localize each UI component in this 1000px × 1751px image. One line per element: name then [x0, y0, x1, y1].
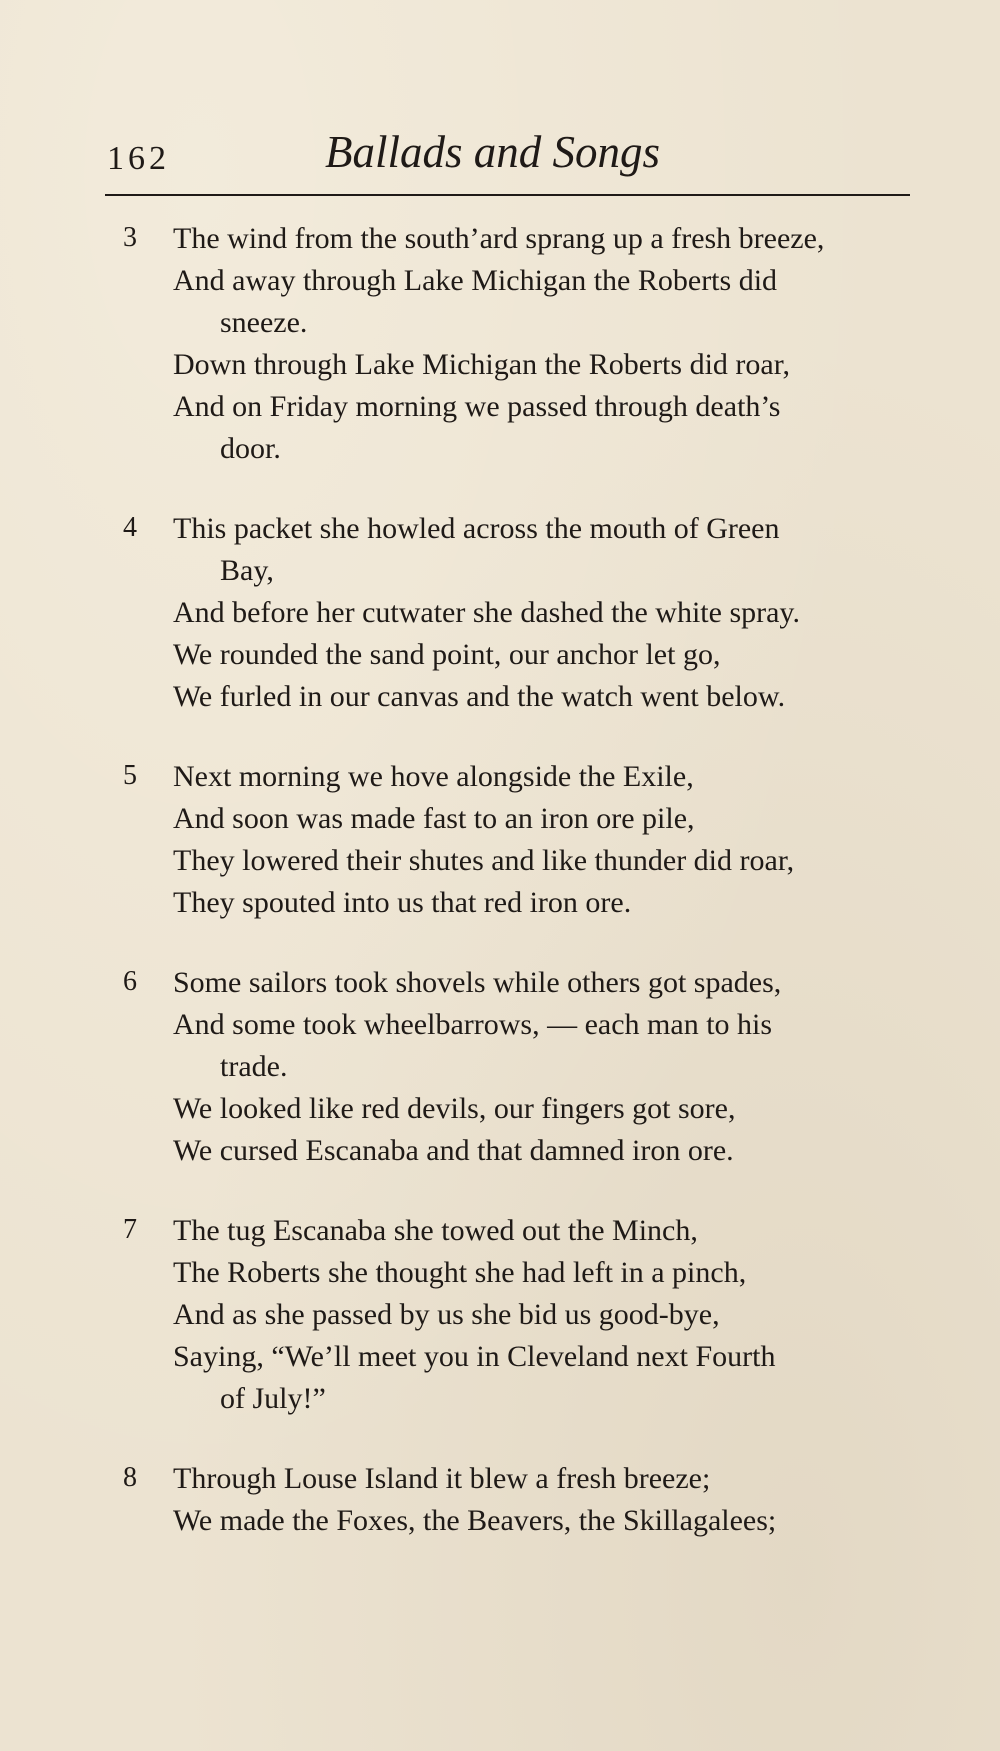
stanza-7 [105, 1210, 915, 1420]
verse-line: Saying, “We’ll meet you in Cleveland next Fourth [173, 1340, 776, 1373]
verse-line: We made the Foxes, the Beavers, the Skillagalees; [173, 1504, 777, 1537]
verse-line: Some sailors took shovels while others got spades, [173, 966, 782, 999]
verse-line: They spouted into us that red iron ore. [173, 886, 632, 919]
verse-line: And on Friday morning we passed through death’s [173, 390, 781, 423]
verse-line-continuation: trade. [220, 1050, 288, 1083]
verse-line: The tug Escanaba she towed out the Minch, [173, 1214, 698, 1247]
page-header [105, 118, 910, 196]
verse-line: This packet she howled across the mouth of Green [173, 512, 780, 545]
verse-line: Through Louse Island it blew a fresh breeze; [173, 1462, 711, 1495]
stanza-number: 6 [123, 966, 137, 997]
stanza-number: 5 [123, 760, 137, 791]
stanza-3 [105, 218, 915, 470]
verse-line: Next morning we hove alongside the Exile, [173, 760, 694, 793]
verse-line: And away through Lake Michigan the Roberts did [173, 264, 778, 297]
verse-line: And some took wheelbarrows, — each man to his [173, 1008, 773, 1041]
verse-line: We rounded the sand point, our anchor let go, [173, 638, 721, 671]
verse-line-continuation: sneeze. [220, 306, 308, 339]
running-title: Ballads and Songs [325, 127, 661, 177]
verse-line: They lowered their shutes and like thunder did roar, [173, 844, 795, 877]
verse-line: The wind from the south’ard sprang up a fresh breeze, [173, 222, 825, 255]
stanza-8 [105, 1458, 915, 1542]
verse-line-continuation: of July!” [220, 1382, 326, 1415]
verse-line: And as she passed by us she bid us good-bye, [173, 1298, 720, 1331]
page-number: 162 [107, 140, 170, 177]
verse-line-continuation: door. [220, 432, 281, 465]
stanza-number: 8 [123, 1462, 137, 1493]
verse-line: The Roberts she thought she had left in a pinch, [173, 1256, 747, 1289]
stanza-6 [105, 962, 915, 1172]
verse-line: And soon was made fast to an iron ore pile, [173, 802, 695, 835]
stanza-number: 4 [123, 512, 137, 543]
verse-line: Down through Lake Michigan the Roberts did roar, [173, 348, 790, 381]
verse-line: We cursed Escanaba and that damned iron ore. [173, 1134, 734, 1167]
stanza-5 [105, 756, 915, 924]
verse-line: And before her cutwater she dashed the white spray. [173, 596, 800, 629]
stanza-4 [105, 508, 915, 718]
stanza-number: 7 [123, 1214, 137, 1245]
poem-body [105, 218, 915, 1580]
verse-line: We looked like red devils, our fingers got sore, [173, 1092, 736, 1125]
stanza-number: 3 [123, 222, 137, 253]
verse-line-continuation: Bay, [220, 554, 274, 587]
verse-line: We furled in our canvas and the watch went below. [173, 680, 786, 713]
